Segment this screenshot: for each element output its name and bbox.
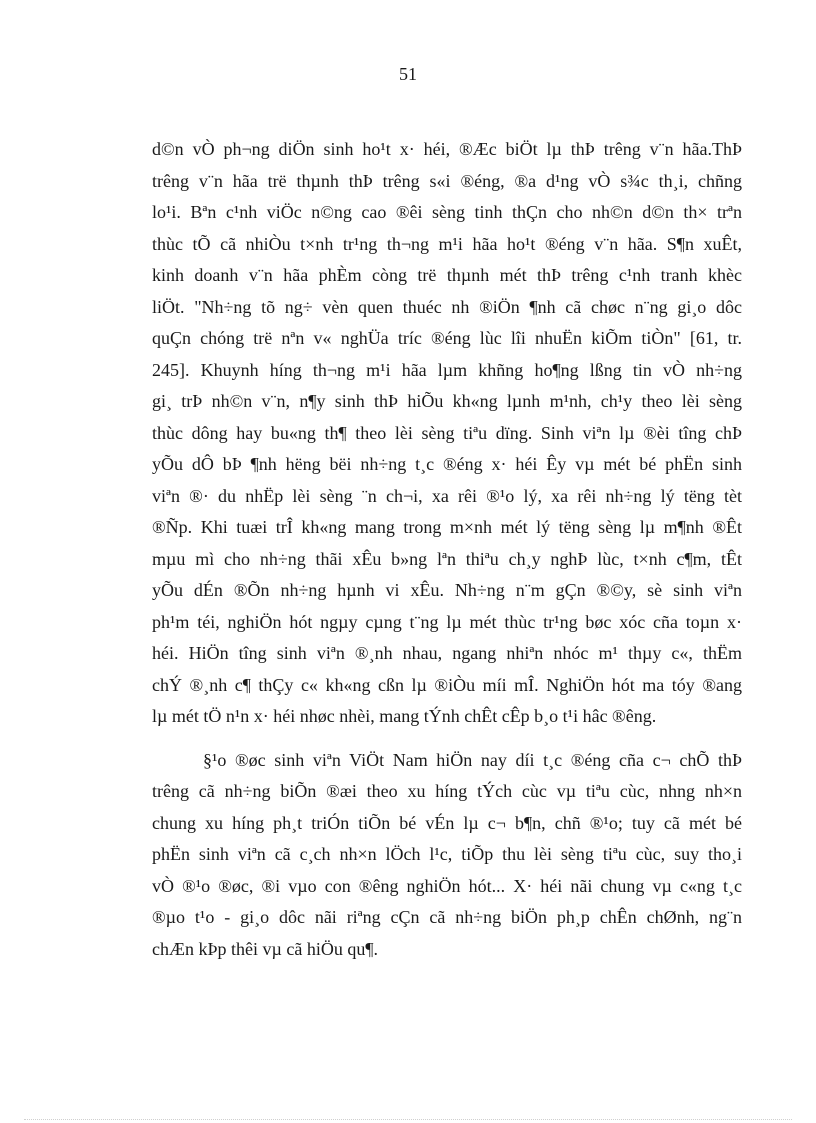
text-line: chÝ ®¸nh c¶ thÇy c« kh«ng cßn lµ ®iÒu míi mÎ. NghiÖn hót ma tóy ®ang — [152, 674, 742, 695]
text-line: vÒ ®¹o ®øc, ®i vµo con ®êng nghiÖn hót... X· héi nãi chung vµ c«ng t¸c — [152, 875, 742, 896]
text-line: trêng v¨n hãa trë thµnh thÞ trêng s«i ®éng, ®a d¹ng vÒ s¾c th¸i, chñng — [152, 170, 742, 191]
text-line: yÕu dÔ bÞ ¶nh hëng bëi nh÷ng t¸c ®éng x· héi Êy vµ mét bé phËn sinh — [152, 454, 742, 474]
text-line: thùc tÕ cã nhiÒu t×nh tr¹ng th¬ng m¹i hãa ho¹t ®éng v¨n hãa. S¶n xuÊt, — [152, 233, 742, 254]
text-line: viªn ®· du nhËp lèi sèng ¨n ch¬i, xa rêi ®¹o lý, xa rêi nh÷ng lý tëng tèt — [152, 485, 742, 506]
page-number: 51 — [399, 64, 417, 84]
text-line: thùc dông hay bu«ng th¶ theo lèi sèng tiªu dïng. Sinh viªn lµ ®èi tîng chÞ — [152, 422, 742, 443]
paragraph-1 — [152, 134, 742, 733]
text-line: phËn sinh viªn cã c¸ch nh×n lÖch l¹c, tiÕp thu lèi sèng tiªu cùc, suy tho¸i — [152, 844, 742, 864]
text-line: chung xu híng ph¸t triÓn tiÕn bé vÉn lµ c¬ b¶n, chñ ®¹o; tuy cã mét bé — [152, 812, 742, 833]
text-line: ph¹m téi, nghiÖn hót ngµy cµng t¨ng lµ mét thùc tr¹ng bøc xóc cña toµn x· — [152, 611, 742, 632]
text-line: §¹o ®øc sinh viªn ViÖt Nam hiÖn nay díi t¸c ®éng cña c¬ chÕ thÞ — [203, 749, 742, 770]
text-line: mµu mì cho nh÷ng thãi xÊu b»ng lªn thiªu ch¸y nghÞ lùc, t×nh c¶m, tÊt — [152, 548, 742, 569]
body-text — [152, 134, 742, 977]
text-line: ®µo t¹o - gi¸o dôc nãi riªng cÇn cã nh÷ng biÖn ph¸p chÊn chØnh, ng¨n — [152, 907, 742, 927]
text-line: chÆn kÞp thêi vµ cã hiÖu qu¶. — [152, 938, 379, 959]
text-line: yÕu dÉn ®Õn nh÷ng hµnh vi xÊu. Nh÷ng n¨m gÇn ®©y, sè sinh viªn — [152, 580, 742, 600]
text-line: d©n vÒ ph¬ng diÖn sinh ho¹t x· héi, ®Æc biÖt lµ thÞ trêng v¨n hãa.ThÞ — [152, 139, 742, 159]
text-line: liÖt. "Nh÷ng tõ ng÷ vèn quen thuéc nh ®iÖn ¶nh cã chøc n¨ng gi¸o dôc — [152, 296, 742, 317]
text-line: lµ mét tÖ n¹n x· héi nhøc nhèi, mang tÝnh chÊt cÊp b¸o t¹i hâc ®êng. — [152, 706, 657, 726]
text-line: lo¹i. Bªn c¹nh viÖc n©ng cao ®êi sèng tinh thÇn cho nh©n d©n th× trªn — [152, 202, 742, 222]
text-line: quÇn chóng trë nªn v« nghÜa tríc ®éng lùc lîi nhuËn kiÕm tiÒn" [61, tr. — [152, 328, 742, 348]
text-line: gi¸ trÞ nh©n v¨n, n¶y sinh thÞ hiÕu kh«ng lµnh m¹nh, ch¹y theo lèi sèng — [152, 391, 742, 411]
text-line: ®Ñp. Khi tuæi trÎ kh«ng mang trong m×nh mét lý tëng sèng lµ m¶nh ®Êt — [152, 517, 742, 537]
page-bottom-border — [24, 1119, 792, 1120]
text-line: kinh doanh v¨n hãa phÈm còng trë thµnh mét thÞ trêng c¹nh tranh khèc — [152, 265, 742, 285]
text-line: 245]. Khuynh híng th¬ng m¹i hãa lµm khñng ho¶ng lßng tin vÒ nh÷ng — [152, 359, 742, 380]
text-line: héi. HiÖn tîng sinh viªn ®¸nh nhau, ngang nhiªn nhóc m¹ thµy c«, thËm — [152, 643, 742, 663]
text-line: trêng cã nh÷ng biÕn ®æi theo xu híng tÝch cùc vµ tiªu cùc, nhng nh×n — [152, 781, 742, 801]
paragraph-2 — [152, 745, 742, 966]
